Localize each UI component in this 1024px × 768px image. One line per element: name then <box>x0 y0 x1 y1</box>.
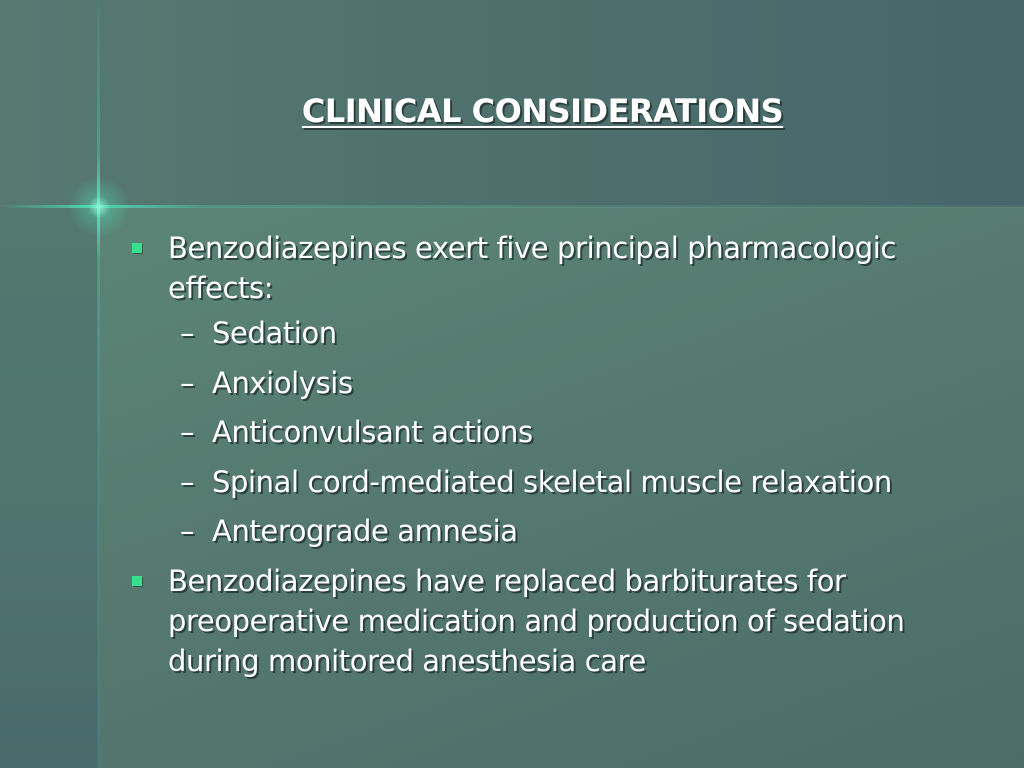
dash-marker: – <box>180 464 195 499</box>
sub-bullet-item <box>130 363 990 403</box>
sub-bullet-text: Sedation <box>212 316 337 350</box>
slide-title: CLINICAL CONSIDERATIONS <box>301 92 784 130</box>
sub-bullet-text: Anticonvulsant actions <box>212 415 533 449</box>
square-bullet-icon <box>132 243 142 253</box>
dash-marker: – <box>180 365 195 400</box>
slide-body <box>130 228 990 681</box>
sub-bullet-item <box>130 511 990 551</box>
dash-marker: – <box>180 316 195 350</box>
square-bullet-icon <box>132 576 142 586</box>
dash-marker: – <box>180 514 195 548</box>
sub-bullet-item <box>130 313 990 353</box>
bullet-item <box>130 228 990 308</box>
dash-marker: – <box>180 415 195 449</box>
sub-bullet-list <box>130 313 990 551</box>
sub-bullet-item <box>130 462 990 502</box>
bullet-text: Benzodiazepines exert five principal pharmacologic effects: <box>168 231 896 305</box>
left-margin-background <box>0 207 98 768</box>
sub-bullet-text: Anterograde amnesia <box>212 514 518 548</box>
cross-glow-decoration <box>68 176 130 238</box>
sub-bullet-text: Spinal cord-mediated skeletal muscle relaxation <box>212 464 892 499</box>
sub-bullet-text: Anxiolysis <box>212 365 353 400</box>
horizontal-accent-line <box>0 205 1024 208</box>
bullet-item <box>130 561 990 681</box>
sub-bullet-item <box>130 412 990 452</box>
bullet-text: Benzodiazepines have replaced barbiturates for preoperative medication and production of sedation during monitored anesthesia care <box>168 563 905 678</box>
